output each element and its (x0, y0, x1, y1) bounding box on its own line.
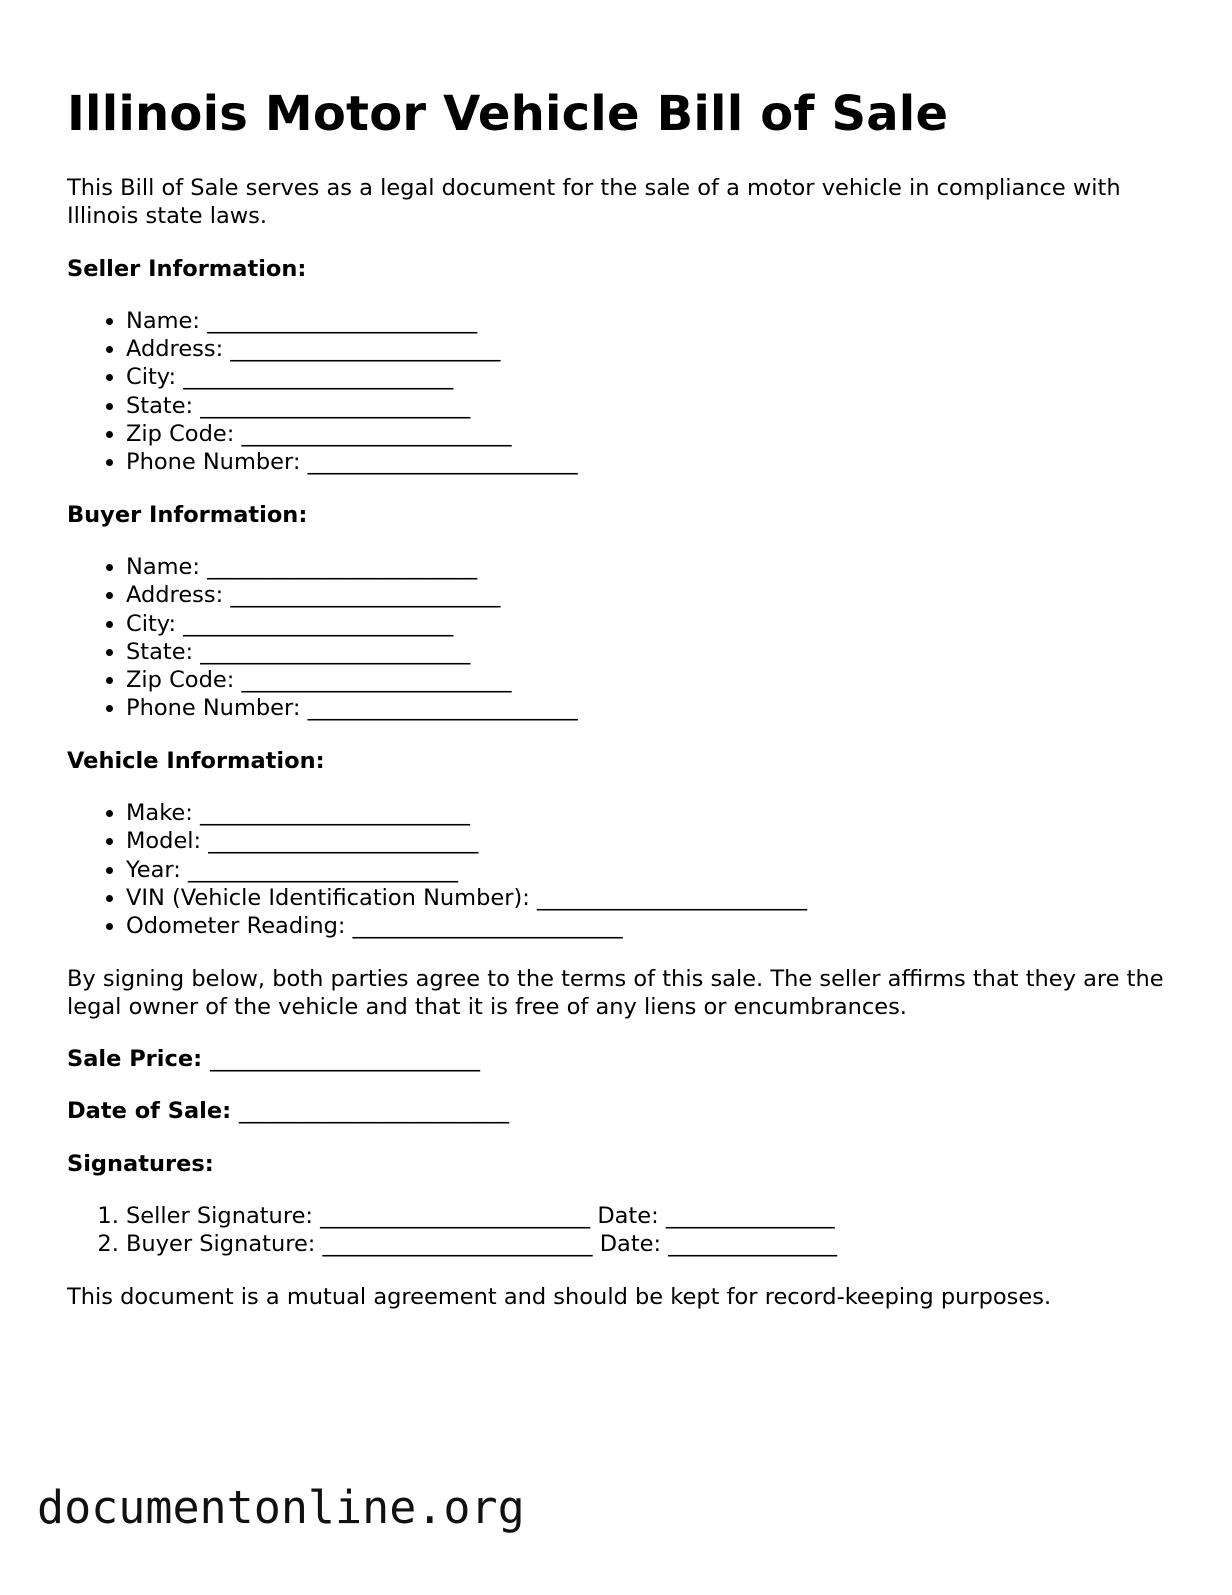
vehicle-year-field: • Year: ________________________ (126, 856, 1167, 884)
blank-line: ________________________ (207, 307, 478, 334)
watermark: documentonline.org (37, 1481, 525, 1534)
blank-line: ________________________ (183, 610, 454, 637)
seller-address-field: • Address: ________________________ (126, 335, 1167, 363)
vehicle-vin-field: • VIN (Vehicle Identification Number): ________________________ (126, 884, 1167, 912)
blank-line: ________________________ (200, 638, 471, 665)
blank-line: ________________________ (320, 1203, 591, 1230)
seller-state-field: • State: ________________________ (126, 392, 1167, 420)
buyer-zip-field: • Zip Code: ________________________ (126, 666, 1167, 694)
seller-city-field: • City: ________________________ (126, 363, 1167, 391)
date-of-sale-field: Date of Sale: ________________________ (67, 1098, 509, 1125)
blank-line: _______________ (668, 1231, 837, 1258)
blank-line: ________________________ (230, 582, 501, 609)
blank-line: ________________________ (200, 800, 471, 827)
seller-phone-field: • Phone Number: ________________________ (126, 448, 1167, 476)
blank-line: ________________________ (200, 392, 471, 419)
blank-line: ________________________ (239, 1098, 509, 1125)
agreement-paragraph: By signing below, both parties agree to the terms of this sale. The seller affirms that they are the legal owner of the vehicle and that it is free of any liens or encumbrances. (67, 965, 1164, 1020)
blank-line: ________________________ (307, 449, 578, 476)
vehicle-fields-list (67, 799, 1167, 940)
blank-line: ________________________ (307, 695, 578, 722)
seller-name-field: • Name: ________________________ (126, 307, 1167, 335)
blank-line: ________________________ (536, 884, 807, 911)
buyer-state-field: • State: ________________________ (126, 638, 1167, 666)
blank-line: ________________________ (241, 421, 512, 448)
seller-signature-line: 1. Seller Signature: ________________________ Date: _______________ (126, 1202, 1167, 1230)
blank-line: ________________________ (208, 828, 479, 855)
blank-line: ________________________ (209, 1046, 480, 1073)
blank-line: ________________________ (241, 667, 512, 694)
blank-line: ________________________ (207, 553, 478, 580)
buyer-city-field: • City: ________________________ (126, 610, 1167, 638)
vehicle-heading: Vehicle Information: (67, 747, 325, 774)
blank-line: ________________________ (183, 364, 454, 391)
blank-line: ________________________ (187, 856, 458, 883)
seller-zip-field: • Zip Code: ________________________ (126, 420, 1167, 448)
sale-price-field: Sale Price: ________________________ (67, 1046, 480, 1073)
closing-paragraph: This document is a mutual agreement and should be kept for record-keeping purposes. (67, 1283, 1052, 1310)
buyer-name-field: • Name: ________________________ (126, 553, 1167, 581)
document-page (67, 84, 1167, 1335)
blank-line: ________________________ (230, 336, 501, 363)
seller-heading: Seller Information: (67, 255, 307, 282)
buyer-heading: Buyer Information: (67, 501, 308, 528)
buyer-address-field: • Address: ________________________ (126, 581, 1167, 609)
blank-line: _______________ (665, 1203, 835, 1230)
buyer-phone-field: • Phone Number: ________________________ (126, 694, 1167, 722)
vehicle-model-field: • Model: ________________________ (126, 827, 1167, 855)
vehicle-odometer-field: • Odometer Reading: ________________________ (126, 912, 1167, 940)
document-title: Illinois Motor Vehicle Bill of Sale (67, 86, 949, 142)
buyer-signature-line: 2. Buyer Signature: ________________________ Date: _______________ (126, 1230, 1167, 1258)
vehicle-make-field: • Make: ________________________ (126, 799, 1167, 827)
signatures-heading: Signatures: (67, 1150, 214, 1177)
buyer-fields-list (67, 553, 1167, 723)
seller-fields-list (67, 307, 1167, 477)
blank-line: ________________________ (322, 1231, 593, 1258)
blank-line: ________________________ (352, 913, 623, 940)
signatures-list (67, 1202, 1167, 1259)
intro-paragraph: This Bill of Sale serves as a legal document for the sale of a motor vehicle in compliance with Illinois state laws. (67, 175, 1121, 230)
